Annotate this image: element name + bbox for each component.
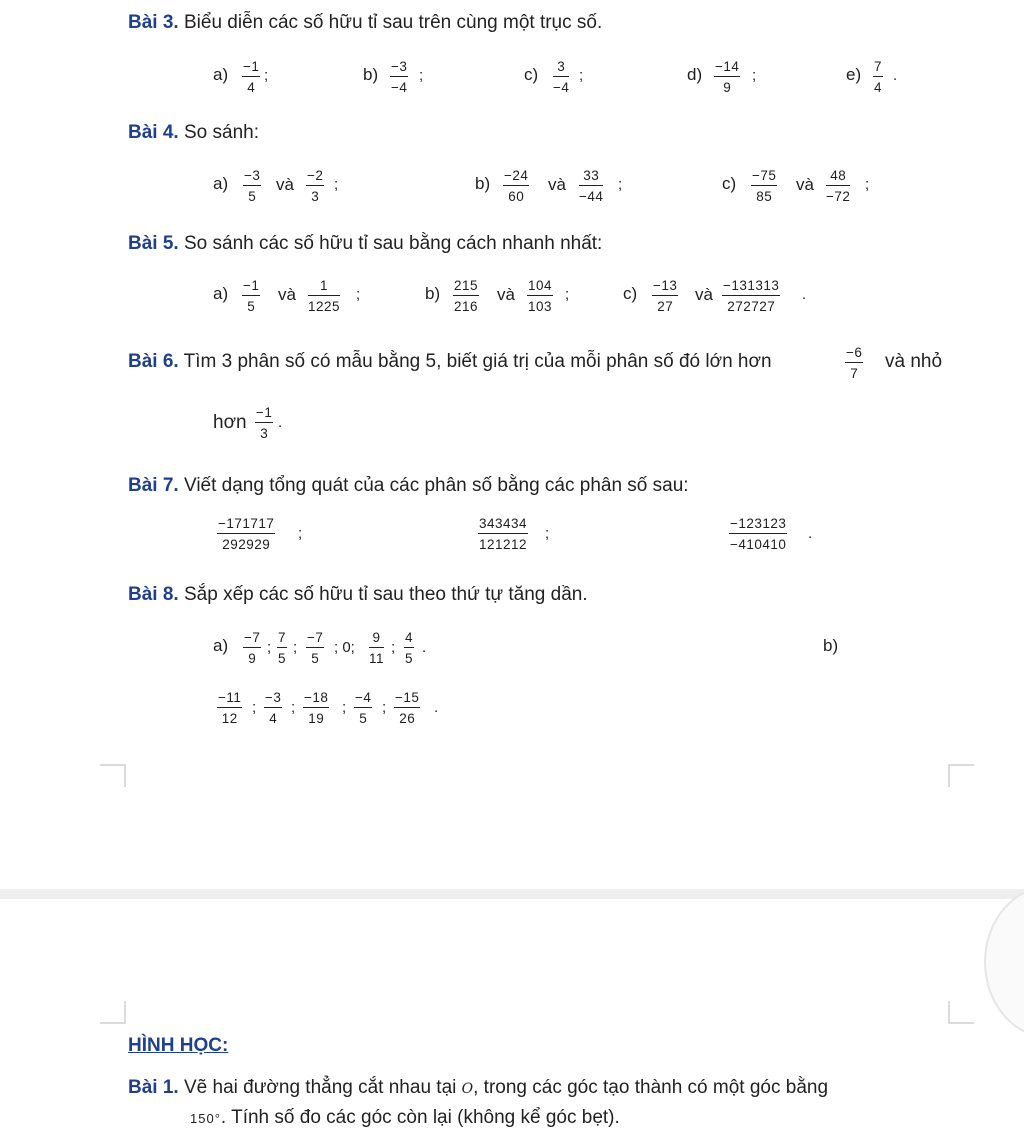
bai8-number: Bài 8. [128,584,179,605]
page-corner-mark-bottom-right [948,1001,974,1025]
bai8-b-fraction-1: $\frac{-11}{12}$ [218,690,242,726]
geometry-title: HÌNH HỌC: [128,1035,229,1056]
bai6-fraction-1: $\frac{-6}{7}$ [846,345,863,381]
bai5-c-fraction-2: $\frac{-131313}{272727}$ [723,278,780,314]
bai7-heading [128,475,689,497]
bai5-b-label: b) [425,284,441,303]
page-corner-mark-top-right [948,763,974,787]
bai8-a-sep-5: . [422,639,427,656]
bai5-b-va: và [497,285,515,304]
bai4-b-fraction-2: $\frac{33}{-44}$ [579,168,604,204]
geometry-bai1-text: Vẽ hai đường thẳng cắt nhau tại [183,1077,457,1098]
bai4-c-sep: ; [865,176,870,193]
bai8-b-sep-3: ; [342,699,347,716]
bai8-a-sep-3: ; 0; [334,639,355,656]
bai6-number: Bài 6. [128,351,179,372]
bai3-e-fraction: $\frac{7}{4}$ [874,59,883,95]
bai4-number: Bài 4. [128,122,179,143]
bai8-b-sep-2: ; [291,699,296,716]
bai6-end: . [278,414,283,431]
bai5-c-label: c) [623,284,638,303]
bai5-a-va: và [278,285,296,304]
geometry-bai1-line2 [190,1107,620,1129]
bai5-a-sep: ; [356,286,361,303]
bai8-a-sep-2: ; [293,639,298,656]
bai8-a-fraction-1: $\frac{-7}{9}$ [244,630,261,666]
bai4-heading [128,122,259,144]
bai4-b-fraction-1: $\frac{-24}{60}$ [504,168,529,204]
bai3-a-label: a) [213,65,229,84]
bai3-a-sep: ; [264,67,269,84]
geometry-bai1-line2-text: . Tính số đo các góc còn lại (không kể góc bẹt). [220,1107,620,1128]
bai7-text: Viết dạng tổng quát của các phân số bằng các phân số sau: [183,475,689,496]
bai3-c-fraction: $\frac{3}{-4}$ [553,59,570,95]
bai3-d-label: d) [687,65,703,84]
bai4-b-va: và [548,175,566,194]
bai3-e-label: e) [846,65,862,84]
bai4-c-va: và [796,175,814,194]
bai5-heading [128,233,602,255]
bai5-a-fraction-1: $\frac{-1}{5}$ [243,278,260,314]
bai7-sep-2: ; [545,525,550,542]
bai4-a-sep: ; [334,176,339,193]
bai4-a-fraction-2: $\frac{-2}{3}$ [307,168,324,204]
bai5-number: Bài 5. [128,233,179,254]
bai8-text: Sắp xếp các số hữu tỉ sau theo thứ tự tăng dần. [183,584,588,605]
geometry-bai1-line1 [128,1077,828,1099]
bai8-a-fraction-5: $\frac{4}{5}$ [405,630,414,666]
bai3-heading [128,12,602,34]
page-corner-mark-top-left [100,763,126,787]
bai4-a-va: và [276,175,294,194]
bai5-a-fraction-2: $\frac{1}{1225}$ [308,278,341,314]
bai8-b-fraction-5: $\frac{-15}{26}$ [395,690,420,726]
bai7-sep-1: ; [298,525,303,542]
bai6-tail: và nhỏ [885,351,943,372]
bai5-c-fraction-1: $\frac{-13}{27}$ [653,278,678,314]
bai5-b-sep: ; [565,286,570,303]
bai7-fraction-2: $\frac{343434}{121212}$ [479,516,528,552]
bai3-text: Biểu diễn các số hữu tỉ sau trên cùng một trục số. [183,12,603,33]
geometry-bai1-text2: , trong các góc tạo thành có một góc bằng [473,1077,829,1098]
bai3-b-sep: ; [419,67,424,84]
bai3-number: Bài 3. [128,12,179,33]
bai5-text: So sánh các số hữu tỉ sau bằng cách nhanh nhất: [183,233,603,254]
bai4-a-fraction-1: $\frac{-3}{5}$ [244,168,261,204]
bai8-b-sep-5: . [434,699,439,716]
bai8-a-fraction-2: $\frac{7}{5}$ [278,630,287,666]
bai7-sep-3: . [808,525,813,542]
bai4-b-sep: ; [618,176,623,193]
bai5-a-label: a) [213,284,229,303]
bai3-d-sep: ; [752,67,757,84]
bai4-b-label: b) [475,174,491,193]
bai3-c-sep: ; [579,67,584,84]
bai4-c-label: c) [722,174,737,193]
bai6-fraction-2: $\frac{-1}{3}$ [256,405,273,441]
bai3-e-sep: . [893,67,898,84]
bai8-a-sep-1: ; [267,639,272,656]
bai6-heading [128,351,772,373]
geometry-bai1-number: Bài 1. [128,1077,179,1098]
page-corner-mark-bottom-left [100,1001,126,1025]
bai3-d-fraction: $\frac{-14}{9}$ [715,59,740,95]
bai3-a-fraction: $\frac{-1}{4}$ [243,59,260,95]
bai8-b-fraction-2: $\frac{-3}{4}$ [265,690,282,726]
bai3-c-label: c) [524,65,539,84]
bai8-b-sep-1: ; [252,699,257,716]
bai7-fraction-1: $\frac{-171717}{292929}$ [218,516,275,552]
bai8-a-sep-4: ; [391,639,396,656]
bai8-heading [128,584,588,606]
bai4-a-label: a) [213,174,229,193]
bai4-text: So sánh: [183,122,259,143]
geometry-bai1-point: O [461,1081,474,1097]
bai5-c-va: và [695,285,713,304]
bai6-line2: hơn [213,412,247,433]
bai4-c-fraction-1: $\frac{-75}{85}$ [752,168,777,204]
bai8-b-label: b) [823,636,839,655]
bai8-b-fraction-4: $\frac{-4}{5}$ [355,690,372,726]
bai7-fraction-3: $\frac{-123123}{-410410}$ [730,516,787,552]
geometry-bai1-angle: 150° [190,1111,221,1126]
bai8-b-fraction-3: $\frac{-18}{19}$ [304,690,329,726]
bai5-b-fraction-1: $\frac{215}{216}$ [454,278,479,314]
page-separator [0,889,1024,899]
bai3-b-fraction: $\frac{-3}{-4}$ [391,59,408,95]
bai4-c-fraction-2: $\frac{48}{-72}$ [826,168,851,204]
bai8-a-label: a) [213,636,229,655]
bai8-a-fraction-4: $\frac{9}{11}$ [369,630,385,666]
bai8-a-fraction-3: $\frac{-7}{5}$ [307,630,324,666]
bai5-c-sep: . [802,286,807,303]
bai7-number: Bài 7. [128,475,179,496]
bai5-b-fraction-2: $\frac{104}{103}$ [528,278,553,314]
bai8-b-sep-4: ; [382,699,387,716]
bai6-text: Tìm 3 phân số có mẫu bằng 5, biết giá trị của mỗi phân số đó lớn hơn [183,351,772,372]
scroll-handle[interactable] [984,885,1024,1039]
bai3-b-label: b) [363,65,379,84]
